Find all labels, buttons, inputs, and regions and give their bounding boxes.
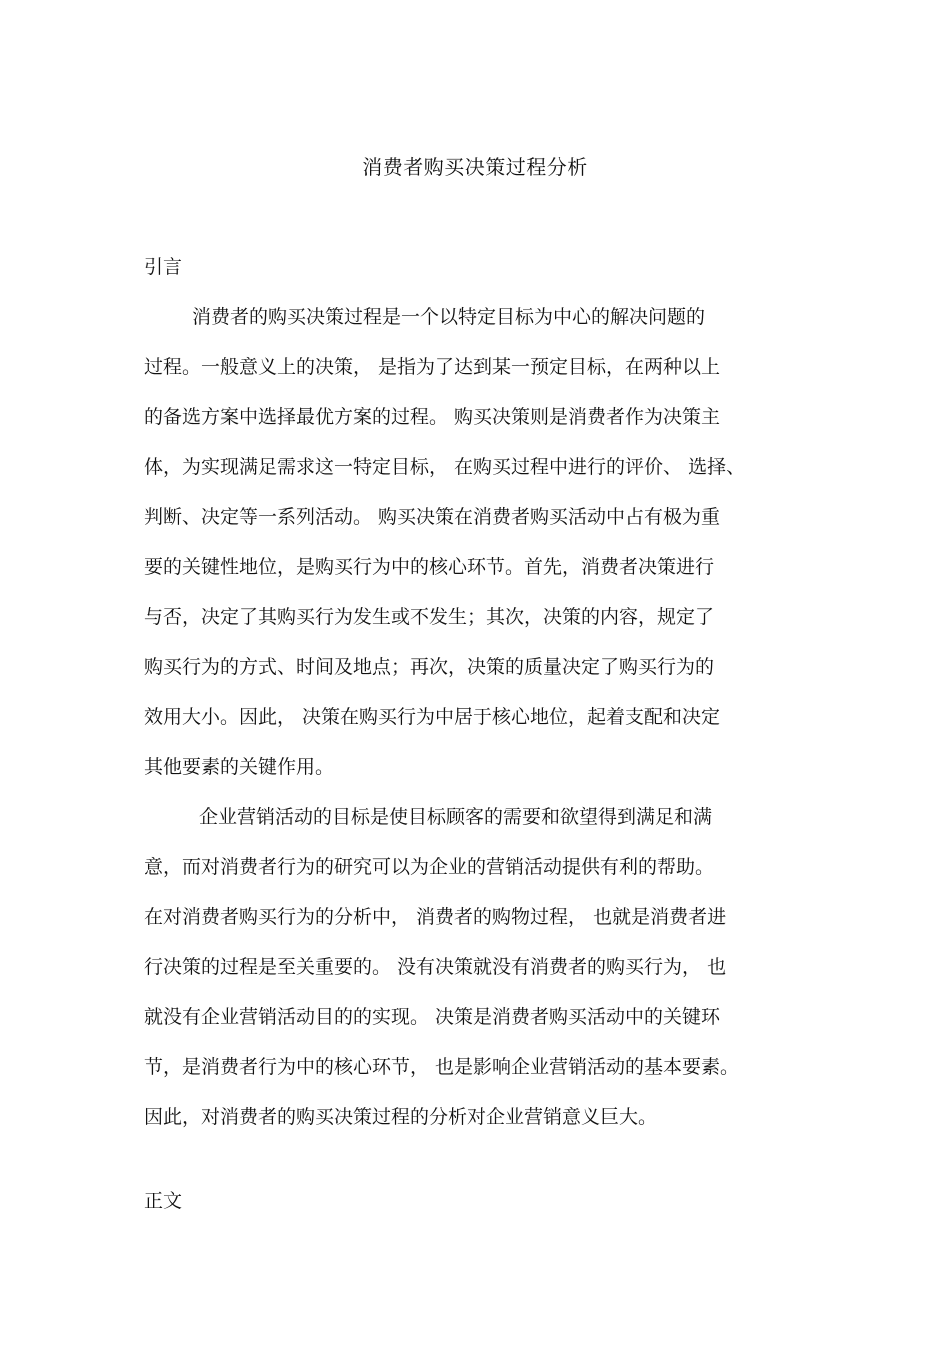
paragraph-1-line: 要的关键性地位，是购买行为中的核心环节。首先，消费者决策进行 xyxy=(144,556,715,578)
section-heading-body: 正文 xyxy=(144,1190,183,1212)
section-heading-intro: 引言 xyxy=(144,256,183,278)
document-title: 消费者购买决策过程分析 xyxy=(362,155,588,179)
paragraph-1-line: 的备选方案中选择最优方案的过程。 购买决策则是消费者作为决策主 xyxy=(144,406,721,428)
paragraph-1-line: 其他要素的关键作用。 xyxy=(144,756,335,778)
paragraph-1-line: 体，为实现满足需求这一特定目标， 在购买过程中进行的评价、 选择、 xyxy=(144,456,746,478)
paragraph-1-line: 消费者的购买决策过程是一个以特定目标为中心的解决问题的 xyxy=(192,306,706,328)
paragraph-1-line: 效用大小。因此， 决策在购买行为中居于核心地位，起着支配和决定 xyxy=(144,706,721,728)
paragraph-1-line: 购买行为的方式、时间及地点；再次，决策的质量决定了购买行为的 xyxy=(144,656,715,678)
paragraph-2-line: 在对消费者购买行为的分析中， 消费者的购物过程， 也就是消费者进 xyxy=(144,906,727,928)
paragraph-2-line: 就没有企业营销活动目的的实现。 决策是消费者购买活动中的关键环 xyxy=(144,1006,721,1028)
paragraph-2-line: 意，而对消费者行为的研究可以为企业的营销活动提供有利的帮助。 xyxy=(144,856,715,878)
paragraph-1-line: 判断、决定等一系列活动。 购买决策在消费者购买活动中占有极为重 xyxy=(144,506,721,528)
paragraph-1-line: 与否，决定了其购买行为发生或不发生；其次，决策的内容，规定了 xyxy=(144,606,715,628)
paragraph-2-line: 节，是消费者行为中的核心环节， 也是影响企业营销活动的基本要素。 xyxy=(144,1056,740,1078)
paragraph-2-line: 行决策的过程是至关重要的。 没有决策就没有消费者的购买行为， 也 xyxy=(144,956,727,978)
paragraph-2-line: 企业营销活动的目标是使目标顾客的需要和欲望得到满足和满 xyxy=(199,806,713,828)
paragraph-1-line: 过程。一般意义上的决策， 是指为了达到某一预定目标，在两种以上 xyxy=(144,356,721,378)
paragraph-2-line: 因此，对消费者的购买决策过程的分析对企业营销意义巨大。 xyxy=(144,1106,658,1128)
